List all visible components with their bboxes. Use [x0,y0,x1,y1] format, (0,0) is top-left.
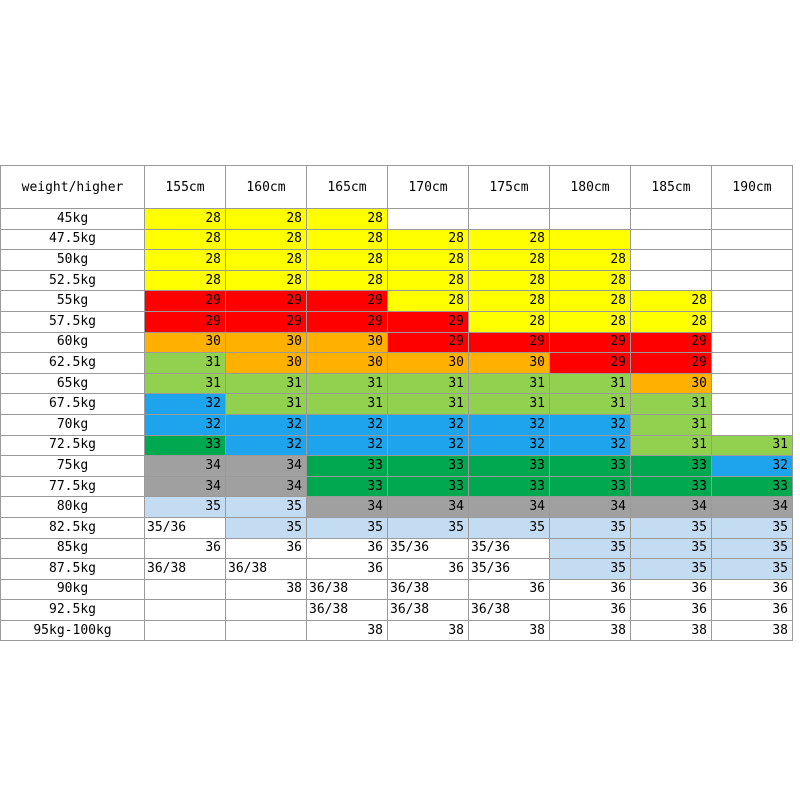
size-cell: 32 [307,435,388,456]
size-cell: 35 [226,497,307,518]
size-cell: 36 [550,600,631,621]
size-cell: 29 [550,332,631,353]
size-cell: 33 [550,456,631,477]
size-cell: 35 [550,538,631,559]
weight-label: 92.5kg [1,600,145,621]
weight-row [1,270,793,291]
size-cell: 31 [145,353,226,374]
height-header: 155cm [145,166,226,209]
weight-row [1,600,793,621]
weight-row [1,620,793,641]
size-cell: 30 [307,353,388,374]
size-cell: 31 [631,414,712,435]
size-cell: 32 [307,414,388,435]
size-cell: 32 [226,414,307,435]
size-cell: 30 [631,373,712,394]
weight-label: 57.5kg [1,311,145,332]
weight-row [1,332,793,353]
size-cell: 34 [145,456,226,477]
weight-row [1,414,793,435]
size-cell: 38 [388,620,469,641]
size-cell: 35 [631,538,712,559]
size-cell: 33 [550,476,631,497]
weight-row [1,291,793,312]
size-cell: 33 [388,476,469,497]
weight-row [1,250,793,271]
size-cell: 36 [388,559,469,580]
size-cell: 32 [712,456,793,477]
size-chart-body [1,209,793,641]
size-cell: 32 [145,414,226,435]
weight-label: 55kg [1,291,145,312]
size-cell: 31 [469,373,550,394]
size-cell: 38 [550,620,631,641]
weight-label: 50kg [1,250,145,271]
size-cell: 28 [469,311,550,332]
size-cell: 34 [226,456,307,477]
size-cell [226,620,307,641]
size-cell: 35 [631,559,712,580]
size-cell: 35 [631,517,712,538]
size-cell: 28 [226,270,307,291]
weight-row [1,456,793,477]
size-cell: 31 [226,394,307,415]
size-cell: 31 [388,373,469,394]
size-cell: 31 [631,435,712,456]
weight-label: 87.5kg [1,559,145,580]
height-header: 190cm [712,166,793,209]
size-cell: 35/36 [469,538,550,559]
size-cell: 28 [469,229,550,250]
size-cell: 34 [469,497,550,518]
size-cell: 36/38 [307,600,388,621]
size-cell [145,600,226,621]
size-cell: 36/38 [307,579,388,600]
size-cell: 31 [307,373,388,394]
size-cell [712,311,793,332]
size-cell: 36 [550,579,631,600]
weight-row [1,373,793,394]
size-cell: 28 [145,270,226,291]
size-cell: 34 [550,497,631,518]
size-cell: 28 [469,291,550,312]
weight-label: 95kg-100kg [1,620,145,641]
weight-row [1,394,793,415]
size-cell: 28 [307,270,388,291]
size-cell: 28 [469,270,550,291]
size-cell [712,394,793,415]
size-cell [145,620,226,641]
size-cell: 29 [226,291,307,312]
size-cell: 35/36 [469,559,550,580]
size-cell: 35 [145,497,226,518]
weight-row [1,497,793,518]
size-cell: 33 [307,476,388,497]
weight-label: 62.5kg [1,353,145,374]
size-cell: 30 [388,353,469,374]
size-cell: 28 [550,270,631,291]
weight-row [1,579,793,600]
size-cell: 32 [145,394,226,415]
size-cell: 33 [307,456,388,477]
weight-label: 47.5kg [1,229,145,250]
size-cell: 36 [712,600,793,621]
size-cell: 29 [145,291,226,312]
weight-row [1,517,793,538]
size-cell: 29 [226,311,307,332]
weight-label: 80kg [1,497,145,518]
weight-row [1,538,793,559]
weight-row [1,209,793,230]
weight-row [1,353,793,374]
size-chart-table [0,165,793,641]
size-cell [550,209,631,230]
weight-label: 77.5kg [1,476,145,497]
weight-label: 67.5kg [1,394,145,415]
size-cell: 29 [550,353,631,374]
weight-row [1,435,793,456]
size-cell: 34 [712,497,793,518]
size-cell: 33 [469,456,550,477]
size-cell: 33 [388,456,469,477]
size-cell: 35 [469,517,550,538]
size-cell: 36 [712,579,793,600]
height-header: 160cm [226,166,307,209]
header-row [1,166,793,209]
size-cell: 28 [145,229,226,250]
size-cell [145,579,226,600]
size-cell: 33 [631,476,712,497]
weight-label: 70kg [1,414,145,435]
weight-label: 75kg [1,456,145,477]
size-cell: 36/38 [469,600,550,621]
weight-label: 65kg [1,373,145,394]
size-cell: 31 [550,373,631,394]
size-cell: 35 [712,538,793,559]
size-cell [712,291,793,312]
size-cell: 29 [307,311,388,332]
size-cell: 28 [631,311,712,332]
size-cell: 31 [712,435,793,456]
size-cell [631,270,712,291]
size-cell: 31 [307,394,388,415]
height-header: 180cm [550,166,631,209]
size-cell: 28 [631,291,712,312]
weight-label: 82.5kg [1,517,145,538]
size-cell: 34 [631,497,712,518]
size-cell: 35/36 [388,538,469,559]
size-cell: 36/38 [226,559,307,580]
size-cell: 36 [631,600,712,621]
size-cell: 29 [145,311,226,332]
size-cell: 36 [307,559,388,580]
size-cell: 28 [550,311,631,332]
size-cell: 30 [226,353,307,374]
size-cell: 38 [712,620,793,641]
weight-row [1,229,793,250]
size-cell: 29 [631,332,712,353]
size-cell: 32 [550,435,631,456]
size-cell: 35 [712,517,793,538]
size-cell: 28 [550,291,631,312]
size-cell: 35 [550,559,631,580]
size-cell: 35 [388,517,469,538]
size-cell: 29 [307,291,388,312]
size-cell: 36 [145,538,226,559]
size-cell: 36 [307,538,388,559]
size-cell: 34 [145,476,226,497]
size-cell: 30 [469,353,550,374]
size-cell: 36 [226,538,307,559]
size-cell: 38 [631,620,712,641]
size-cell: 36 [469,579,550,600]
weight-label: 52.5kg [1,270,145,291]
size-cell: 28 [226,209,307,230]
size-cell: 28 [145,209,226,230]
size-cell [712,332,793,353]
size-cell: 32 [550,414,631,435]
size-cell: 35/36 [145,517,226,538]
height-header: 175cm [469,166,550,209]
weight-row [1,311,793,332]
size-cell: 31 [145,373,226,394]
size-cell [469,209,550,230]
size-cell: 38 [307,620,388,641]
size-cell: 31 [550,394,631,415]
size-cell [712,209,793,230]
size-cell [631,250,712,271]
size-cell: 36/38 [388,600,469,621]
weight-label: 60kg [1,332,145,353]
size-cell: 28 [388,229,469,250]
size-cell: 31 [469,394,550,415]
weight-label: 72.5kg [1,435,145,456]
size-cell [631,209,712,230]
size-cell: 29 [631,353,712,374]
weight-label: 90kg [1,579,145,600]
size-cell [712,270,793,291]
size-cell: 36/38 [388,579,469,600]
size-cell: 33 [145,435,226,456]
height-header: 165cm [307,166,388,209]
size-cell: 33 [712,476,793,497]
size-cell: 29 [388,332,469,353]
size-cell: 30 [226,332,307,353]
corner-header: weight/higher [1,166,145,209]
size-cell: 36 [631,579,712,600]
size-cell: 34 [388,497,469,518]
height-header: 185cm [631,166,712,209]
size-cell [712,250,793,271]
size-cell: 28 [145,250,226,271]
size-cell: 28 [388,270,469,291]
weight-label: 85kg [1,538,145,559]
size-cell: 28 [388,291,469,312]
size-cell: 36/38 [145,559,226,580]
size-cell: 35 [307,517,388,538]
size-cell [712,414,793,435]
size-cell: 28 [307,209,388,230]
size-cell: 28 [469,250,550,271]
size-cell [550,229,631,250]
size-cell: 34 [307,497,388,518]
size-cell: 28 [226,250,307,271]
size-cell: 28 [226,229,307,250]
size-cell [226,600,307,621]
size-cell: 33 [469,476,550,497]
size-cell: 32 [469,414,550,435]
size-cell [388,209,469,230]
weight-label: 45kg [1,209,145,230]
size-cell: 28 [388,250,469,271]
size-cell: 38 [469,620,550,641]
size-cell [712,353,793,374]
size-cell [631,229,712,250]
size-cell: 35 [712,559,793,580]
size-cell: 30 [307,332,388,353]
size-cell: 29 [469,332,550,353]
size-cell: 28 [550,250,631,271]
size-cell: 28 [307,229,388,250]
size-cell: 32 [226,435,307,456]
size-cell: 31 [631,394,712,415]
size-cell: 29 [388,311,469,332]
size-cell: 31 [226,373,307,394]
size-cell [712,373,793,394]
size-cell: 35 [550,517,631,538]
size-cell: 28 [307,250,388,271]
size-cell: 32 [469,435,550,456]
weight-row [1,476,793,497]
size-cell: 30 [145,332,226,353]
size-cell: 33 [631,456,712,477]
size-cell: 35 [226,517,307,538]
size-cell [712,229,793,250]
size-cell: 31 [388,394,469,415]
size-cell: 32 [388,435,469,456]
size-cell: 38 [226,579,307,600]
weight-row [1,559,793,580]
height-header: 170cm [388,166,469,209]
size-cell: 34 [226,476,307,497]
size-cell: 32 [388,414,469,435]
